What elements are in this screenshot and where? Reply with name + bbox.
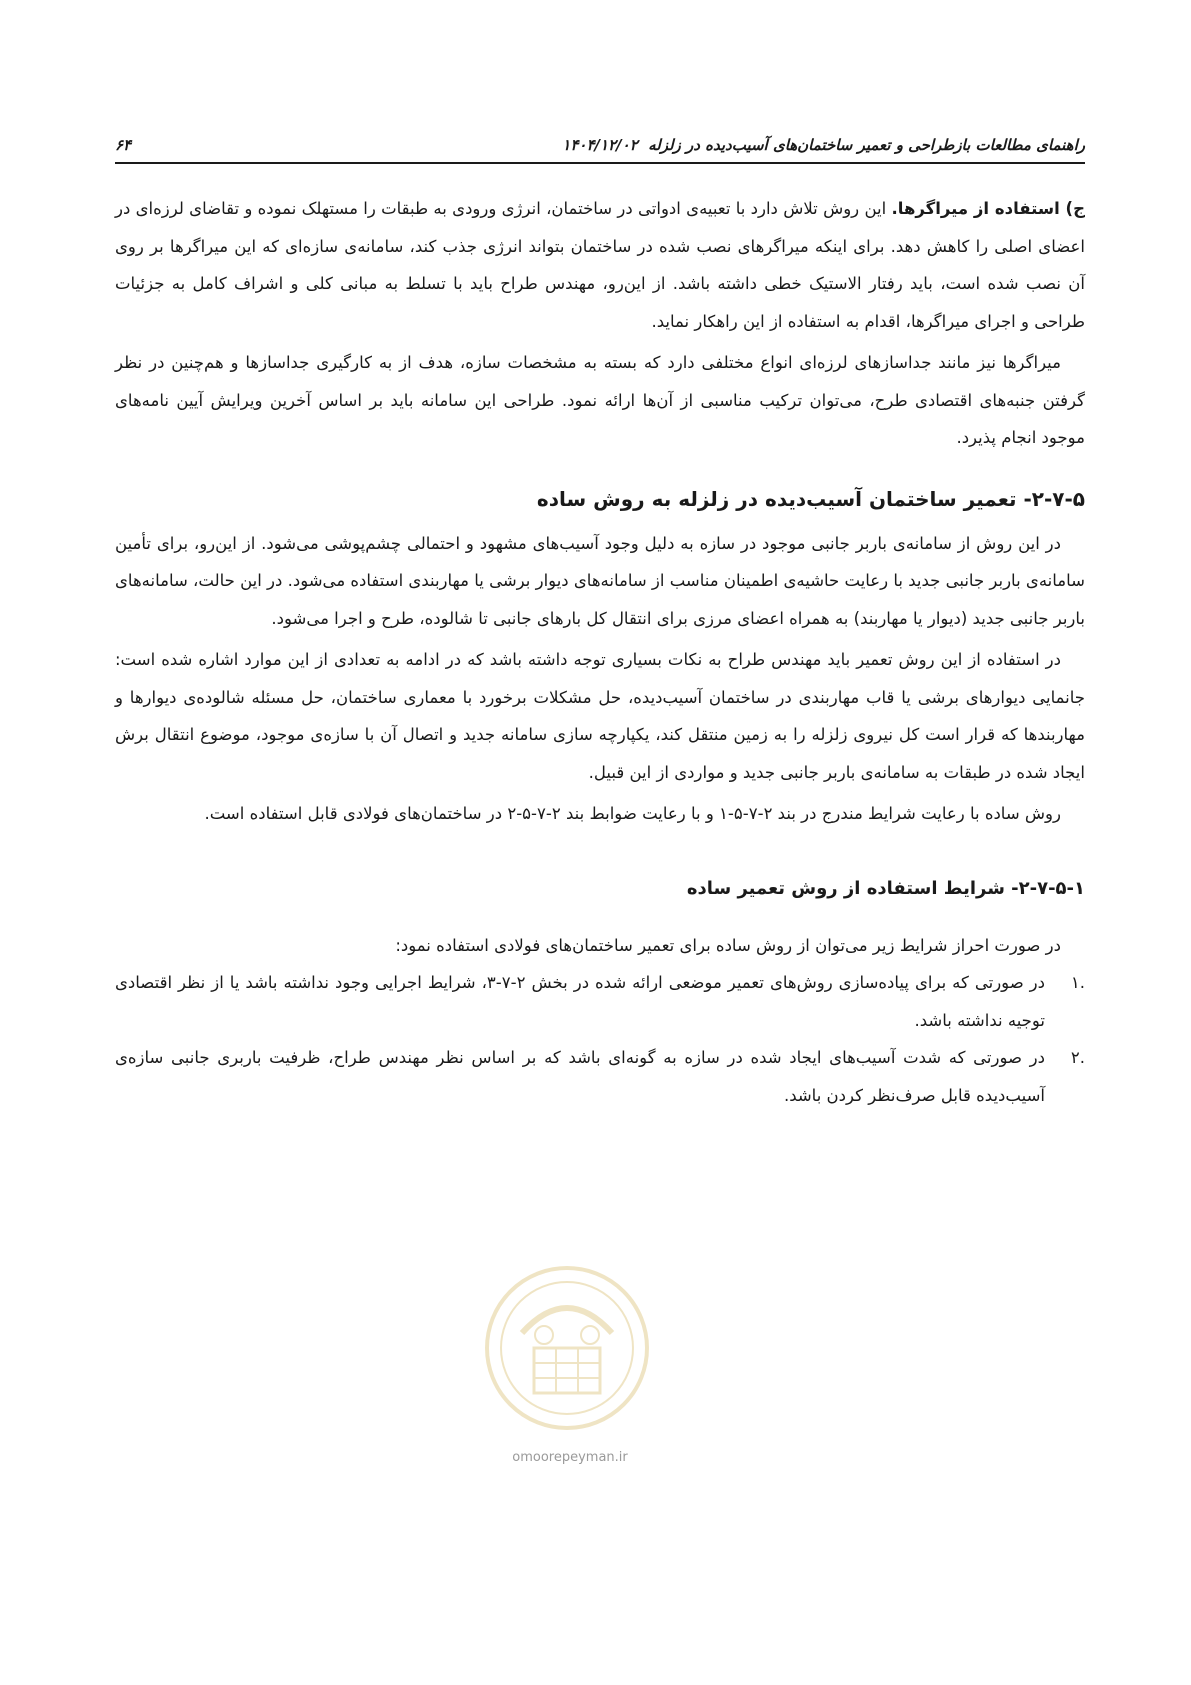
subsection-heading: ۲-۷-۵-۱- شرایط استفاده از روش تعمیر ساده bbox=[686, 877, 1085, 899]
list-item-text: در صورتی که شدت آسیب‌های ایجاد شده در سازه به گونه‌ای باشد که بر اساس نظر مهندس طراح، ظرفیت باربری جانبی سازه‌ی آسیب‌دیده قابل صرف‌نظر کردن باشد. bbox=[115, 1048, 1045, 1105]
paragraph-applicability: روش ساده با رعایت شرایط مندرج در بند ۲-۷-۵-۱ و با رعایت ضوابط بند ۲-۷-۵-۲ در ساختمان‌های فولادی قابل استفاده است. bbox=[204, 804, 1061, 823]
section-heading: ۲-۷-۵- تعمیر ساختمان آسیب‌دیده در زلزله به روش ساده bbox=[536, 486, 1085, 511]
header-date: ۱۴۰۴/۱۲/۰۲ bbox=[562, 136, 638, 154]
header-title: راهنمای مطالعات بازطراحی و تعمیر ساختمان‌های آسیب‌دیده در زلزله bbox=[648, 136, 1085, 154]
page-number: ۶۴ bbox=[115, 136, 132, 154]
list-item-text: در صورتی که برای پیاده‌سازی روش‌های تعمیر موضعی ارائه شده در بخش ۲-۷-۳، شرایط اجرایی وجود نداشته باشد یا از نظر اقتصادی توجیه نداشته باشد. bbox=[115, 973, 1046, 1030]
paragraph-text: این روش تلاش دارد با تعبیه‌ی ادواتی در ساختمان، انرژی ورودی به طبقات را مستهلک نموده و تقاضای لرزه‌ای در اعضای اصلی را کاهش دهد. برای اینکه میراگرهای نصب شده در ساختمان بتواند انرژی جذب کند، سامانه‌ی سازه‌ای که این میراگرها بر روی آن نصب شده است، باید رفتار الاستیک خطی داشته باشد. از این‌رو، مهندس طراح باید با تسلط به مبانی کلی و اشراف کامل به جزئیات طراحی و اجرای میراگرها، اقدام به استفاده از این راهکار نماید. bbox=[115, 199, 1085, 331]
paragraph-considerations: در استفاده از این روش تعمیر باید مهندس طراح به نکات بسیاری توجه داشته باشد که در ادامه به تعدادی از این موارد اشاره شده است: جانمایی دیوارهای برشی یا قاب مهاربندی در ساختمان آسیب‌دیده، حل مشکلات برخورد با معماری ساختمان، حل مسئله شالوده‌ی دیوارها و مهاربندها که قرار است کل نیروی زلزله را به زمین منتقل کند، یکپارچه سازی سامانه جدید و اتصال آن با سازه‌ی موجود، موضوع انتقال برش ایجاد شده در طبقات به سامانه‌ی باربر جانبی جدید و مواردی از این قبیل. bbox=[115, 650, 1085, 782]
paragraph-simple-method: در این روش از سامانه‌ی باربر جانبی موجود در سازه به دلیل وجود آسیب‌های مشهود و احتمالی چشم‌پوشی می‌شود. از این‌رو، برای تأمین سامانه‌ی باربر جانبی جدید با رعایت حاشیه‌ی اطمینان مناسب از سامانه‌های دیوار برشی یا مهاربندی استفاده می‌شود. در این حالت، سامانه‌های باربر جانبی جدید (دیوار یا مهاربند) به همراه اعضای مرزی برای انتقال کل بارهای جانبی تا شالوده، طرح و اجرا می‌شود. bbox=[115, 533, 1085, 628]
seal-logo-icon bbox=[482, 1263, 652, 1433]
document-body bbox=[115, 190, 1085, 1114]
list-number: .۱ bbox=[1070, 973, 1085, 992]
list-item bbox=[115, 964, 1085, 1039]
page-header bbox=[115, 132, 1085, 164]
list-item bbox=[115, 1039, 1085, 1114]
list-number: .۲ bbox=[1070, 1048, 1085, 1067]
paragraph-conditions-intro: در صورت احراز شرایط زیر می‌توان از روش ساده برای تعمیر ساختمان‌های فولادی استفاده نمود: bbox=[395, 935, 1061, 955]
paragraph-damper-types: میراگرها نیز مانند جداسازهای لرزه‌ای انواع مختلفی دارد که بسته به مشخصات سازه، هدف از به کارگیری جداسازها و هم‌چنین در نظر گرفتن جنبه‌های اقتصادی طرح، می‌توان ترکیب مناسبی از آن‌ها ارائه نمود. طراحی این سامانه باید بر اساس آخرین ویرایش آیین نامه‌های موجود انجام پذیرد. bbox=[115, 353, 1085, 447]
conditions-list bbox=[115, 964, 1085, 1114]
paragraph-dampers bbox=[115, 190, 1085, 340]
watermark-text: omoorepeyman.ir bbox=[512, 1450, 628, 1465]
paragraph-lead: ج) استفاده از میراگرها. bbox=[891, 199, 1085, 218]
